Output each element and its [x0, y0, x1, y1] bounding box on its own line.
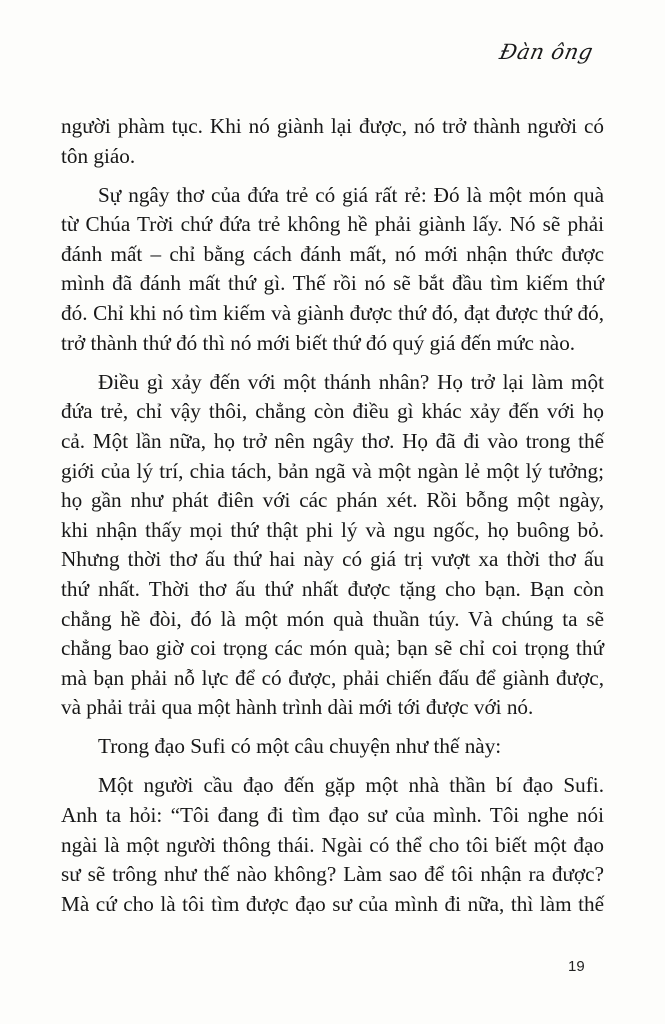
text-line: chẳng bao giờ coi trọng các món quà; bạn sẽ chỉ coi trọng thứ: [61, 636, 604, 661]
text-line: Nhưng thời thơ ấu thứ hai này có giá trị vượt xa thời thơ ấu: [61, 547, 604, 572]
page-number: 19: [568, 958, 585, 975]
paragraph: [61, 181, 604, 359]
running-head: Đàn ông: [497, 40, 596, 64]
text-line: họ gần như phát điên với các phán xét. Rồi bỗng một ngày,: [61, 488, 604, 513]
text-line: chẳng hề đòi, đó là một món quà thuần túy. Và chúng ta sẽ: [61, 606, 604, 631]
text-line: Một người cầu đạo đến gặp một nhà thần bí đạo Sufi.: [98, 773, 604, 798]
text-line: trở thành thứ đó thì nó mới biết thứ đó quý giá đến mức nào.: [61, 330, 576, 355]
text-line: Mà cứ cho là tôi tìm được đạo sư của mình đi nữa, thì làm thế: [61, 891, 604, 916]
paragraph: [61, 732, 604, 762]
paragraph: [61, 112, 604, 171]
paragraph: [61, 368, 604, 723]
paragraph: [61, 771, 604, 919]
body-text: [61, 112, 604, 929]
text-line: khi nhận thấy mọi thứ thật phi lý và ngu ngốc, họ buông bỏ.: [61, 517, 604, 542]
text-line: từ Chúa Trời chứ đứa trẻ không hề phải giành lấy. Nó sẽ phải: [61, 212, 604, 237]
text-line: Sự ngây thơ của đứa trẻ có giá rất rẻ: Đó là một món quà: [98, 182, 604, 207]
text-line: đánh mất – chỉ bằng cách đánh mất, nó mới nhận thức được: [61, 241, 604, 266]
text-line: cả. Một lần nữa, họ trở nên ngây thơ. Họ đã đi vào trong thế: [61, 428, 604, 453]
text-line: thứ nhất. Thời thơ ấu thứ nhất được tặng cho bạn. Bạn còn: [61, 576, 604, 601]
text-line: mình đã đánh mất thứ gì. Thế rồi nó sẽ bắt đầu tìm kiếm thứ: [61, 271, 604, 296]
text-line: ngài là một người thông thái. Ngài có thể cho tôi biết một đạo: [61, 832, 604, 857]
text-line: đứa trẻ, chỉ vậy thôi, chẳng còn điều gì khác xảy đến với họ: [61, 399, 604, 424]
text-line: đó. Chỉ khi nó tìm kiếm và giành được thứ đó, đạt được thứ đó,: [61, 301, 604, 326]
text-line: người phàm tục. Khi nó giành lại được, nó trở thành người có: [61, 114, 604, 138]
text-line: Điều gì xảy đến với một thánh nhân? Họ trở lại làm một: [98, 369, 604, 394]
text-line: Trong đạo Sufi có một câu chuyện như thế này:: [98, 734, 502, 759]
text-line: sư sẽ trông như thế nào không? Làm sao để tôi nhận ra được?: [61, 862, 604, 887]
text-line: và phải trải qua một hành trình dài mới tới được với nó.: [61, 695, 534, 720]
text-line: tôn giáo.: [61, 143, 136, 168]
text-line: giới của lý trí, chia tách, bản ngã và một ngàn lẻ một lý tưởng;: [61, 458, 604, 483]
text-line: Anh ta hỏi: “Tôi đang đi tìm đạo sư của mình. Tôi nghe nói: [61, 803, 604, 828]
text-line: mà bạn phải nỗ lực để có được, phải chiến đấu để giành được,: [61, 665, 604, 690]
